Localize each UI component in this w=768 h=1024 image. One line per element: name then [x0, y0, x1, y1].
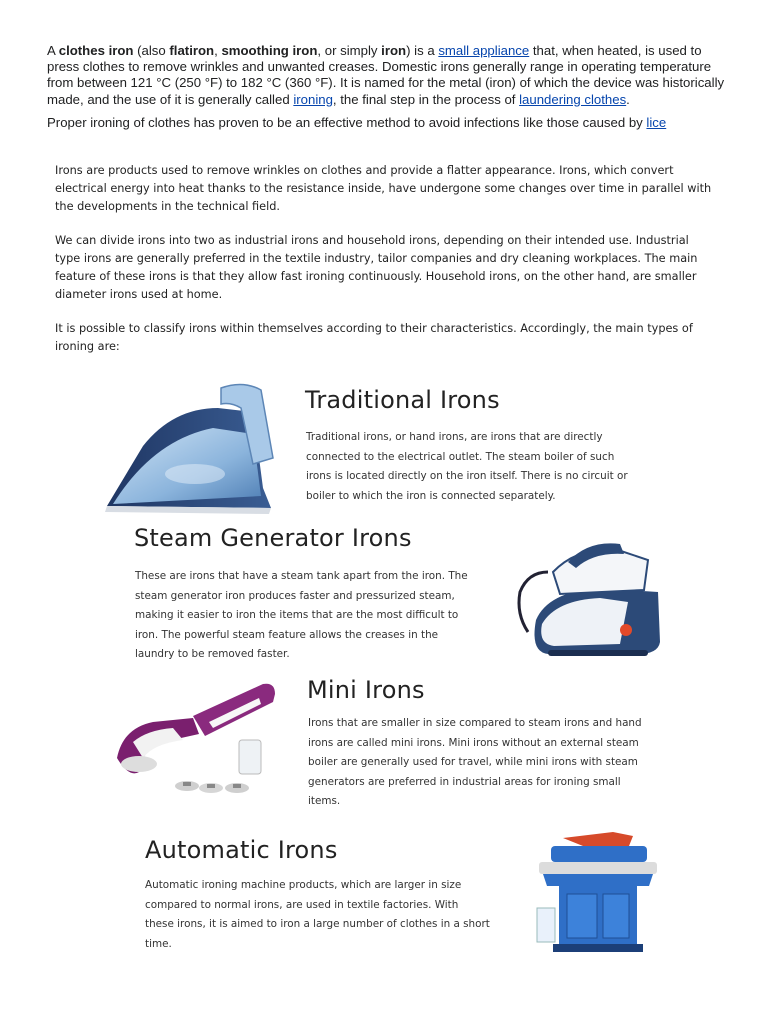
iron-types-intro	[55, 162, 715, 372]
text-segment: .	[626, 91, 630, 107]
type-title-traditional: Traditional Irons	[305, 386, 500, 414]
text-segment: A	[47, 43, 59, 58]
wiki-paragraph-hygiene	[47, 115, 727, 131]
card-traditional-irons	[103, 376, 663, 514]
card-mini-irons	[103, 668, 663, 818]
type-title-automatic: Automatic Irons	[145, 836, 338, 864]
bold-term: clothes iron	[58, 43, 134, 58]
type-title-steam-generator: Steam Generator Irons	[134, 524, 412, 552]
text-segment: Proper ironing of clothes has proven to be an effective method to avoid infections like those caused by	[47, 114, 647, 130]
text-segment: ,	[214, 43, 222, 58]
ironing-press-machine-icon	[533, 828, 663, 954]
wiki-paragraph-definition	[47, 43, 727, 108]
bold-term: iron	[381, 43, 407, 58]
text-segment: that, when heated, is used to press clothes to remove wrinkles and unwanted creases. Domestic irons generally range in operating temperature from between 121 °C (250 °F) to 182 °C (360 °F). It is named for the metal (iron) of which the device was historically made, and the use of it is generally called	[47, 43, 725, 107]
steam-generator-iron-icon	[508, 532, 663, 660]
text-segment: ) is a	[406, 43, 439, 58]
handheld-steamer-icon	[113, 678, 283, 808]
type-desc-mini: Irons that are smaller in size compared to steam irons and hand irons are called mini irons. Mini irons without an external steam boiler are generally used for travel, while mini irons with steam generators are preferred in industrial areas for ironing small items.	[308, 717, 642, 808]
type-desc-traditional: Traditional irons, or hand irons, are irons that are directly connected to the electrical outlet. The steam boiler of such irons is located directly on the iron itself. There is no circuit or boiler to which the iron is connected separately.	[306, 431, 628, 502]
type-title-mini: Mini Irons	[307, 676, 425, 704]
bold-term: smoothing iron	[221, 43, 318, 58]
link-lice[interactable]: lice	[646, 114, 667, 130]
type-desc-automatic: Automatic ironing machine products, which are larger in size compared to normal irons, are used in textile factories. With these irons, it is aimed to iron a large number of clothes in a short time.	[145, 879, 490, 950]
intro-paragraph-2: We can divide irons into two as industrial irons and household irons, depending on their intended use. Industrial type irons are generally preferred in the textile industry, tailor companies and dry cleaning workplaces. The main feature of these irons is that they allow fast ironing continuously. Household irons, on the other hand, are smaller diameter irons used at home.	[55, 234, 698, 301]
link-ironing[interactable]: ironing	[293, 91, 333, 107]
type-desc-steam-generator: These are irons that have a steam tank apart from the iron. The steam generator iron produces faster and pressurized steam, making it easier to iron the items that are the most difficult to iron. The powerful steam feature allows the creases in the laundry to be removed faster.	[135, 570, 468, 661]
text-segment: (also	[133, 43, 170, 58]
bold-term: flatiron	[169, 43, 215, 58]
text-segment: , or simply	[317, 43, 382, 58]
link-small-appliance[interactable]: small appliance	[438, 43, 530, 58]
steam-iron-icon	[103, 378, 278, 514]
card-automatic-irons	[103, 818, 663, 956]
intro-paragraph-1: Irons are products used to remove wrinkles on clothes and provide a flatter appearance. Irons, which convert electrical energy into heat thanks to the resistance inside, have undergone some changes over time in parallel with the developments in the technical field.	[55, 164, 712, 213]
card-steam-generator-irons	[103, 514, 663, 664]
intro-paragraph-3: It is possible to classify irons within themselves according to their characteristics. Accordingly, the main types of ironing are:	[55, 322, 693, 353]
link-laundering-clothes[interactable]: laundering clothes	[519, 91, 627, 107]
wiki-excerpt	[47, 43, 727, 138]
text-segment: , the final step in the process of	[332, 91, 520, 107]
